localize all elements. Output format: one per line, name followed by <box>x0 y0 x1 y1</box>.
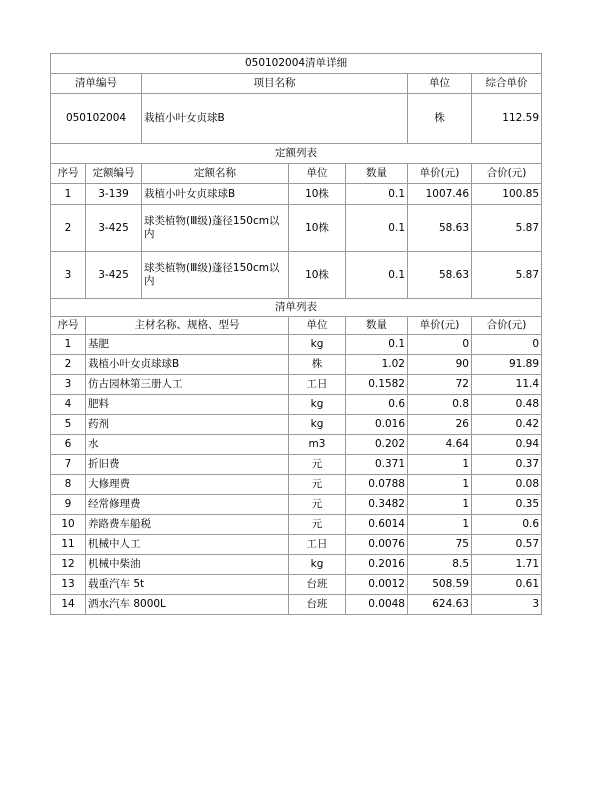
quota-seq: 1 <box>51 184 86 205</box>
material-row <box>51 595 542 615</box>
material-unit: 元 <box>289 475 346 495</box>
material-section-row <box>51 299 542 317</box>
material-qty: 0.0076 <box>346 535 408 555</box>
material-name: 基肥 <box>86 335 289 355</box>
material-unit-price: 90 <box>408 355 472 375</box>
material-qty-header: 数量 <box>346 317 408 335</box>
quota-qty: 0.1 <box>346 205 408 252</box>
material-qty: 0.3482 <box>346 495 408 515</box>
material-total: 0.48 <box>472 395 542 415</box>
material-qty: 1.02 <box>346 355 408 375</box>
material-qty: 0.0048 <box>346 595 408 615</box>
quota-seq: 3 <box>51 252 86 299</box>
quota-unit-price: 58.63 <box>408 252 472 299</box>
quota-code: 3-139 <box>86 184 142 205</box>
material-row <box>51 435 542 455</box>
material-seq: 3 <box>51 375 86 395</box>
quota-seq: 2 <box>51 205 86 252</box>
material-seq: 13 <box>51 575 86 595</box>
bill-unit-header: 单位 <box>408 74 472 94</box>
material-total: 3 <box>472 595 542 615</box>
title-row <box>51 54 542 74</box>
material-row <box>51 375 542 395</box>
material-unit: 工日 <box>289 535 346 555</box>
material-unit: kg <box>289 555 346 575</box>
material-name: 仿古园林第三册人工 <box>86 375 289 395</box>
material-qty: 0.1582 <box>346 375 408 395</box>
material-qty: 0.0012 <box>346 575 408 595</box>
quota-unit: 10株 <box>289 252 346 299</box>
bill-name: 栽植小叶女贞球B <box>142 94 408 144</box>
quota-code: 3-425 <box>86 205 142 252</box>
material-total: 1.71 <box>472 555 542 575</box>
quota-row <box>51 184 542 205</box>
material-name-header: 主材名称、规格、型号 <box>86 317 289 335</box>
material-name: 洒水汽车 8000L <box>86 595 289 615</box>
material-seq: 12 <box>51 555 86 575</box>
material-seq: 6 <box>51 435 86 455</box>
material-unit-price-header: 单价(元) <box>408 317 472 335</box>
material-total: 0.42 <box>472 415 542 435</box>
bill-code: 050102004 <box>51 94 142 144</box>
material-unit: kg <box>289 395 346 415</box>
material-total: 11.4 <box>472 375 542 395</box>
material-unit: kg <box>289 415 346 435</box>
material-unit-price: 624.63 <box>408 595 472 615</box>
material-section-title: 清单列表 <box>51 299 542 317</box>
quota-unit: 10株 <box>289 184 346 205</box>
material-unit-price: 508.59 <box>408 575 472 595</box>
material-seq: 14 <box>51 595 86 615</box>
material-row <box>51 415 542 435</box>
material-qty: 0.016 <box>346 415 408 435</box>
bill-unit: 株 <box>408 94 472 144</box>
quota-name-header: 定额名称 <box>142 164 289 184</box>
material-unit: 元 <box>289 495 346 515</box>
material-unit: kg <box>289 335 346 355</box>
material-row <box>51 575 542 595</box>
material-qty: 0.6 <box>346 395 408 415</box>
material-unit: m3 <box>289 435 346 455</box>
quota-code-header: 定额编号 <box>86 164 142 184</box>
material-seq: 8 <box>51 475 86 495</box>
material-seq: 10 <box>51 515 86 535</box>
quota-unit-price: 58.63 <box>408 205 472 252</box>
material-unit-price: 4.64 <box>408 435 472 455</box>
material-total: 0.37 <box>472 455 542 475</box>
material-seq: 4 <box>51 395 86 415</box>
bill-price: 112.59 <box>472 94 542 144</box>
quota-unit-price-header: 单价(元) <box>408 164 472 184</box>
material-unit-price: 8.5 <box>408 555 472 575</box>
quota-total: 100.85 <box>472 184 542 205</box>
quota-section-title: 定额列表 <box>51 144 542 164</box>
material-unit: 元 <box>289 515 346 535</box>
material-qty: 0.1 <box>346 335 408 355</box>
quota-section-row <box>51 144 542 164</box>
quota-name: 栽植小叶女贞球球B <box>142 184 289 205</box>
material-name: 肥料 <box>86 395 289 415</box>
material-seq-header: 序号 <box>51 317 86 335</box>
material-name: 养路费车船税 <box>86 515 289 535</box>
quota-qty: 0.1 <box>346 184 408 205</box>
quota-total: 5.87 <box>472 252 542 299</box>
material-total: 0.08 <box>472 475 542 495</box>
material-unit-price: 26 <box>408 415 472 435</box>
material-total: 0.61 <box>472 575 542 595</box>
quota-unit: 10株 <box>289 205 346 252</box>
sheet-title: 050102004清单详细 <box>51 54 542 74</box>
material-name: 经常修理费 <box>86 495 289 515</box>
material-row <box>51 475 542 495</box>
quota-unit-header: 单位 <box>289 164 346 184</box>
material-header-row <box>51 317 542 335</box>
quota-qty-header: 数量 <box>346 164 408 184</box>
material-seq: 7 <box>51 455 86 475</box>
material-qty: 0.2016 <box>346 555 408 575</box>
material-row <box>51 395 542 415</box>
material-name: 栽植小叶女贞球球B <box>86 355 289 375</box>
material-row <box>51 495 542 515</box>
quota-qty: 0.1 <box>346 252 408 299</box>
material-unit-price: 1 <box>408 515 472 535</box>
material-name: 药剂 <box>86 415 289 435</box>
quota-row <box>51 205 542 252</box>
bill-header-row <box>51 74 542 94</box>
material-row <box>51 355 542 375</box>
material-total: 0.6 <box>472 515 542 535</box>
material-unit-price: 1 <box>408 455 472 475</box>
quota-total: 5.87 <box>472 205 542 252</box>
bill-detail-table <box>50 53 542 615</box>
bill-name-header: 项目名称 <box>142 74 408 94</box>
quota-code: 3-425 <box>86 252 142 299</box>
quota-name: 球类植物(Ⅲ级)蓬径150cm以内 <box>142 252 289 299</box>
material-seq: 1 <box>51 335 86 355</box>
material-name: 大修理费 <box>86 475 289 495</box>
quota-seq-header: 序号 <box>51 164 86 184</box>
material-name: 机械中人工 <box>86 535 289 555</box>
material-row <box>51 335 542 355</box>
material-unit-price: 0.8 <box>408 395 472 415</box>
quota-name: 球类植物(Ⅲ级)蓬径150cm以内 <box>142 205 289 252</box>
material-name: 折旧费 <box>86 455 289 475</box>
material-total: 0.57 <box>472 535 542 555</box>
material-name: 载重汽车 5t <box>86 575 289 595</box>
material-row <box>51 555 542 575</box>
material-unit: 株 <box>289 355 346 375</box>
material-qty: 0.0788 <box>346 475 408 495</box>
quota-header-row <box>51 164 542 184</box>
material-unit-price: 75 <box>408 535 472 555</box>
material-qty: 0.202 <box>346 435 408 455</box>
material-seq: 5 <box>51 415 86 435</box>
material-unit: 工日 <box>289 375 346 395</box>
bill-code-header: 清单编号 <box>51 74 142 94</box>
bill-detail-sheet <box>50 53 541 615</box>
material-name: 水 <box>86 435 289 455</box>
material-unit-price: 1 <box>408 495 472 515</box>
material-name: 机械中柴油 <box>86 555 289 575</box>
bill-row <box>51 94 542 144</box>
material-total: 0 <box>472 335 542 355</box>
material-row <box>51 515 542 535</box>
material-unit: 元 <box>289 455 346 475</box>
material-seq: 11 <box>51 535 86 555</box>
material-total: 0.94 <box>472 435 542 455</box>
material-seq: 2 <box>51 355 86 375</box>
material-row <box>51 535 542 555</box>
material-qty: 0.6014 <box>346 515 408 535</box>
material-unit-header: 单位 <box>289 317 346 335</box>
material-qty: 0.371 <box>346 455 408 475</box>
material-unit: 台班 <box>289 595 346 615</box>
quota-unit-price: 1007.46 <box>408 184 472 205</box>
quota-row <box>51 252 542 299</box>
material-unit: 台班 <box>289 575 346 595</box>
material-row <box>51 455 542 475</box>
material-total: 91.89 <box>472 355 542 375</box>
material-unit-price: 1 <box>408 475 472 495</box>
quota-total-header: 合价(元) <box>472 164 542 184</box>
material-seq: 9 <box>51 495 86 515</box>
material-unit-price: 0 <box>408 335 472 355</box>
material-total: 0.35 <box>472 495 542 515</box>
material-unit-price: 72 <box>408 375 472 395</box>
material-total-header: 合价(元) <box>472 317 542 335</box>
bill-price-header: 综合单价 <box>472 74 542 94</box>
